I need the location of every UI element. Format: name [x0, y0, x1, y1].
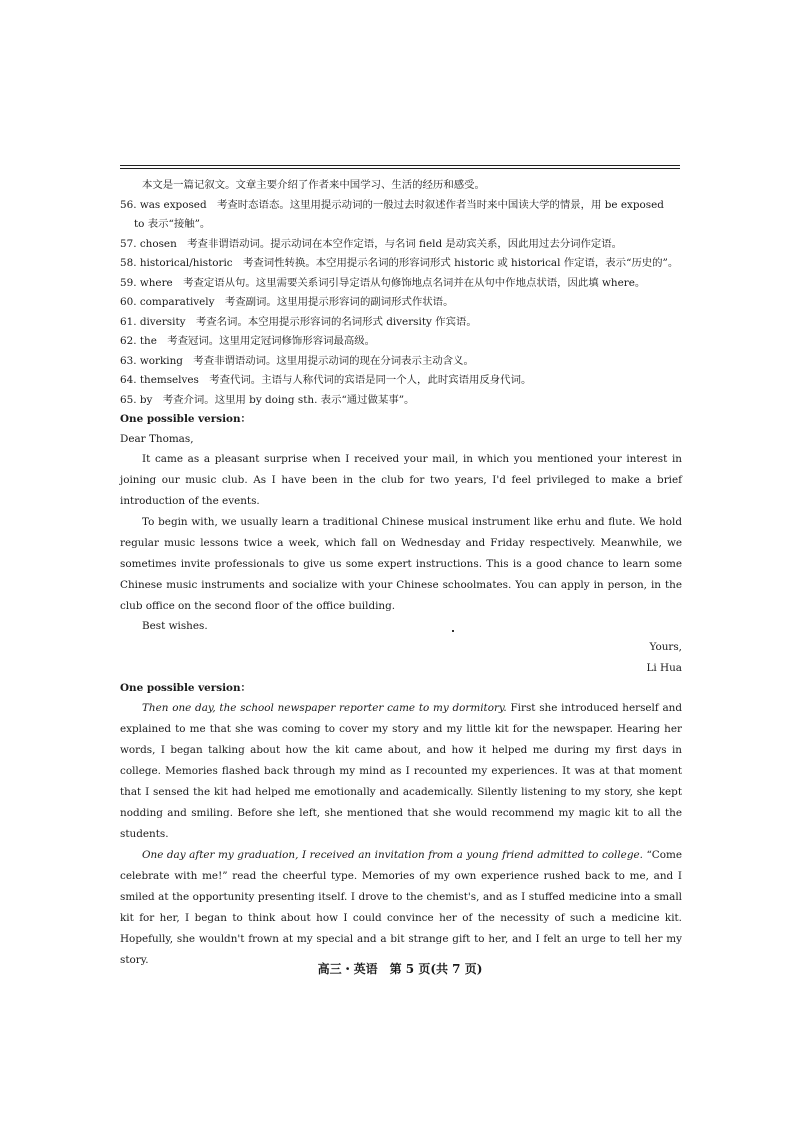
answer-63: 63. working 考查非谓语动词。这里用提示动词的现在分词表示主动含义。: [120, 354, 474, 367]
letter-paragraph-2: To begin with, we usually learn a traditional Chinese musical instrument like erhu and flute. We hold regular music lessons twice a week, which fall on Wednesday and Friday respectively. Meanwhile, we sometimes invite professionals to give us some expert instructions. This is a good chance to learn some Chinese music instruments and socialize with your Chinese schoolmates. You can apply in person, in the club office on the second floor of the office building.: [120, 516, 682, 612]
story-p2-body: “Come celebrate with me!” read the cheerful type. Memories of my own experience rushed back to me, and I smiled at the opportunity presenting itself. I drove to the chemist's, and as I stuffed medicine into a small kit for her, I began to think about how I could convince her of the necessity of such a medicine kit. Hopefully, she wouldn't frown at my special and a bit strange gift to her, and I felt an urge to tell her my story.: [120, 849, 682, 966]
letter-sign-yours: Yours,: [649, 640, 682, 653]
answer-59: 59. where 考查定语从句。这里需要关系词引导定语从句修饰地点名词并在从句中作地点状语，因此填 where。: [120, 276, 646, 289]
letter-heading: One possible version：: [120, 413, 251, 425]
answer-65: 65. by 考查介词。这里用 by doing sth. 表示“通过做某事”。: [120, 393, 415, 406]
story-p1-body: First she introduced herself and explained to me that she was coming to cover my story and my little kit for the newspaper. Hearing her words, I began talking about how the kit came about, and how it helped me during my first days in college. Memories flashed back through my mind as I recounted my experiences. It was at that moment that I sensed the kit had helped me emotionally and academically. Silently listening to my story, she kept nodding and smiling. Before she left, she mentioned that she would recommend my magic kit to all the students.: [120, 702, 682, 840]
answer-content: [120, 176, 682, 971]
letter-paragraph-1: It came as a pleasant surprise when I received your mail, in which you mentioned your interest in joining our music club. As I have been in the club for two years, I'd feel privileged to make a brief introduction of the events.: [120, 453, 682, 507]
letter-closing: Best wishes.: [142, 620, 208, 632]
letter-sign-name: Li Hua: [646, 661, 682, 674]
answer-62: 62. the 考查冠词。这里用定冠词修饰形容词最高级。: [120, 335, 376, 347]
answer-56: 56. was exposed 考查时态语态。这里用提示动词的一般过去时叙述作者当时来中国读大学的情景，用 be exposed: [120, 198, 664, 211]
answer-56-cont: to 表示“接触”。: [134, 218, 211, 230]
story-p2-opening: One day after my graduation, I received an invitation from a young friend admitted to college.: [142, 849, 643, 861]
page-footer: 高三・英语 第 5 页(共 7 页): [317, 962, 483, 976]
story-paragraph-2: [120, 845, 682, 971]
letter-salutation: Dear Thomas,: [120, 432, 194, 445]
scan-speck: [452, 630, 454, 632]
header-rule: [120, 165, 680, 169]
answer-57: 57. chosen 考查非谓语动词。提示动词在本空作定语，与名词 field 是动宾关系，因此用过去分词作定语。: [120, 237, 623, 250]
answer-64: 64. themselves 考查代词。主语与人称代词的宾语是同一个人，此时宾语用反身代词。: [120, 374, 532, 386]
answer-58: 58. historical/historic 考查词性转换。本空用提示名词的形容词形式 historic 或 historical 作定语，表示“历史的”。: [120, 257, 679, 269]
answer-61: 61. diversity 考查名词。本空用提示形容词的名词形式 diversity 作宾语。: [120, 315, 477, 328]
answer-60: 60. comparatively 考查副词。这里用提示形容词的副词形式作状语。: [120, 296, 454, 308]
story-heading: One possible version：: [120, 681, 251, 694]
passage-summary: 本文是一篇记叙文。文章主要介绍了作者来中国学习、生活的经历和感受。: [142, 179, 485, 191]
story-p1-opening: Then one day, the school newspaper reporter came to my dormitory.: [142, 702, 507, 714]
story-paragraph-1: [120, 698, 682, 845]
